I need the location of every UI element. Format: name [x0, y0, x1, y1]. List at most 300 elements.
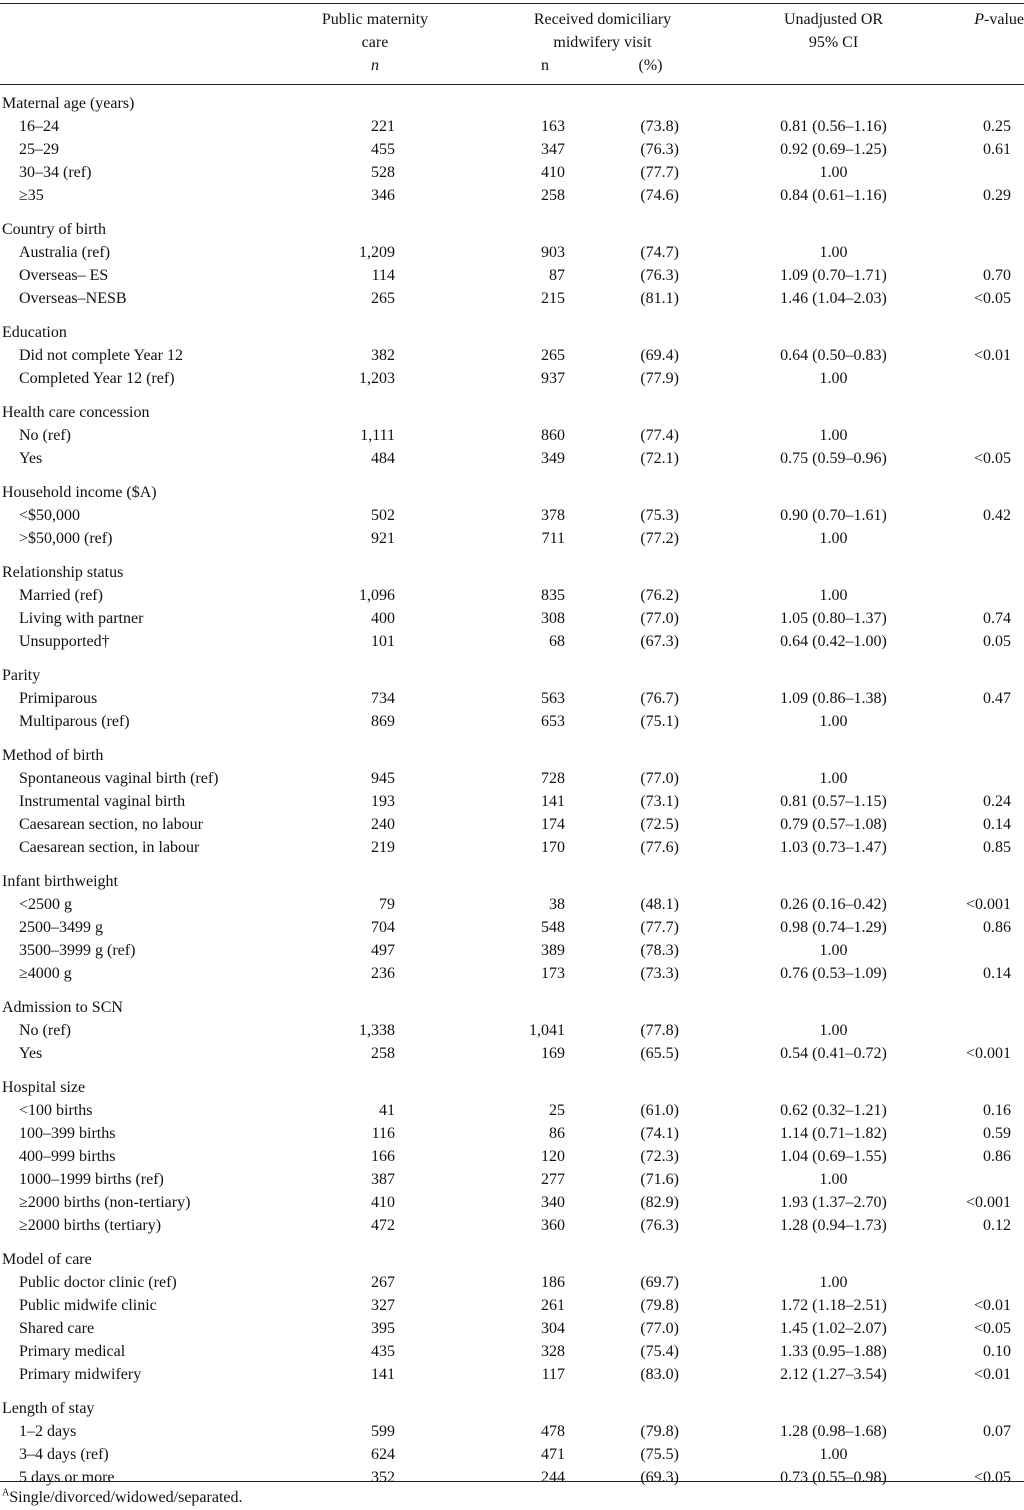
table-row [0, 161, 1024, 184]
table-section [0, 1076, 1024, 1237]
table-row [0, 1122, 1024, 1145]
p-value: <0.01 [973, 347, 1011, 364]
row-label: <2500 g [19, 896, 73, 913]
row-label: Primary medical [19, 1343, 126, 1360]
visit-percent: (81.1) [640, 290, 679, 307]
p-value: <0.01 [973, 1297, 1011, 1314]
public-care-n: 1,209 [359, 244, 395, 261]
odds-ratio-ci: 1.72 (1.18–2.51) [780, 1297, 887, 1314]
odds-ratio-ci: 1.00 [819, 1446, 848, 1463]
odds-ratio-ci: 1.00 [819, 164, 848, 181]
visit-n: 141 [541, 793, 565, 810]
odds-ratio-ci: 1.33 (0.95–1.88) [780, 1343, 887, 1360]
visit-percent: (74.1) [640, 1125, 679, 1142]
p-value: <0.001 [965, 896, 1011, 913]
odds-ratio-ci: 0.92 (0.69–1.25) [780, 141, 887, 158]
odds-ratio-ci: 1.00 [819, 530, 848, 547]
table-row [0, 1340, 1024, 1363]
row-label: Shared care [19, 1320, 95, 1337]
row-label: ≥35 [19, 187, 44, 204]
table-section [0, 870, 1024, 985]
odds-ratio-ci: 1.00 [819, 587, 848, 604]
visit-percent: (77.7) [640, 164, 679, 181]
public-care-n: 455 [371, 141, 395, 158]
odds-ratio-ci: 1.00 [819, 1022, 848, 1039]
row-label: Yes [19, 1045, 43, 1062]
p-value: <0.01 [973, 1366, 1011, 1383]
section-title: Household income ($A) [2, 484, 157, 501]
row-label: 30–34 (ref) [19, 164, 92, 181]
visit-n: 349 [541, 450, 565, 467]
header-public-care-line2: care [361, 34, 389, 51]
visit-percent: (72.5) [640, 816, 679, 833]
table-section [0, 996, 1024, 1065]
visit-percent: (73.8) [640, 118, 679, 135]
visit-percent: (75.3) [640, 507, 679, 524]
row-label: 1000–1999 births (ref) [19, 1171, 164, 1188]
odds-ratio-ci: 1.28 (0.94–1.73) [780, 1217, 887, 1234]
table-row [0, 584, 1024, 607]
visit-n: 169 [541, 1045, 565, 1062]
public-care-n: 921 [371, 530, 395, 547]
p-value: 0.12 [983, 1217, 1011, 1234]
visit-percent: (65.5) [640, 1045, 679, 1062]
odds-ratio-ci: 0.26 (0.16–0.42) [780, 896, 887, 913]
row-label: <100 births [19, 1102, 93, 1119]
header-domiciliary-line2: midwifery visit [553, 34, 652, 51]
visit-percent: (74.7) [640, 244, 679, 261]
table-row [0, 1294, 1024, 1317]
row-label: No (ref) [19, 1022, 71, 1039]
p-value: 0.85 [983, 839, 1011, 856]
table-row [0, 1191, 1024, 1214]
table-row [0, 916, 1024, 939]
visit-n: 389 [541, 942, 565, 959]
public-care-n: 382 [371, 347, 395, 364]
visit-n: 174 [541, 816, 565, 833]
section-title: Infant birthweight [2, 873, 118, 890]
public-care-n: 258 [371, 1045, 395, 1062]
table-row [0, 184, 1024, 207]
section-title: Health care concession [2, 404, 150, 421]
public-care-n: 395 [371, 1320, 395, 1337]
visit-n: 277 [541, 1171, 565, 1188]
p-value: 0.86 [983, 919, 1011, 936]
header-or-line1: Unadjusted OR [783, 11, 884, 28]
public-care-n: 79 [379, 896, 395, 913]
p-value: <0.001 [965, 1194, 1011, 1211]
public-care-n: 141 [371, 1366, 395, 1383]
section-gap [0, 207, 1024, 218]
public-care-n: 410 [371, 1194, 395, 1211]
visit-percent: (61.0) [640, 1102, 679, 1119]
footnote [2, 1487, 243, 1509]
visit-percent: (71.6) [640, 1171, 679, 1188]
odds-ratio-ci: 1.00 [819, 1274, 848, 1291]
table-row [0, 1317, 1024, 1340]
row-label: ≥2000 births (non-tertiary) [19, 1194, 191, 1211]
visit-n: 328 [541, 1343, 565, 1360]
table-section [0, 321, 1024, 390]
odds-ratio-ci: 0.75 (0.59–0.96) [780, 450, 887, 467]
section-title: Model of care [2, 1251, 92, 1268]
table-row [0, 1145, 1024, 1168]
visit-percent: (69.3) [640, 1469, 679, 1486]
visit-n: 937 [541, 370, 565, 387]
visit-percent: (72.3) [640, 1148, 679, 1165]
odds-ratio-ci: 0.73 (0.55–0.98) [780, 1469, 887, 1486]
public-care-n: 945 [371, 770, 395, 787]
table-row [0, 630, 1024, 653]
public-care-n: 484 [371, 450, 395, 467]
table-section [0, 92, 1024, 207]
row-label: Instrumental vaginal birth [19, 793, 186, 810]
section-gap [0, 653, 1024, 664]
public-care-n: 346 [371, 187, 395, 204]
p-value: 0.05 [983, 633, 1011, 650]
row-label: <$50,000 [19, 507, 81, 524]
public-care-n: 193 [371, 793, 395, 810]
visit-percent: (77.2) [640, 530, 679, 547]
visit-percent: (77.0) [640, 770, 679, 787]
table-row [0, 1099, 1024, 1122]
visit-percent: (78.3) [640, 942, 679, 959]
visit-percent: (83.0) [640, 1366, 679, 1383]
table-section [0, 744, 1024, 859]
visit-percent: (69.7) [640, 1274, 679, 1291]
odds-ratio-ci: 1.00 [819, 244, 848, 261]
public-care-n: 497 [371, 942, 395, 959]
visit-n: 340 [541, 1194, 565, 1211]
table-row [0, 367, 1024, 390]
table-row [0, 1214, 1024, 1237]
visit-n: 711 [541, 530, 565, 547]
public-care-n: 599 [371, 1423, 395, 1440]
p-value: 0.07 [983, 1423, 1011, 1440]
table-row [0, 893, 1024, 916]
public-care-n: 116 [371, 1125, 395, 1142]
visit-n: 1,041 [529, 1022, 565, 1039]
odds-ratio-ci: 1.00 [819, 370, 848, 387]
visit-percent: (77.0) [640, 610, 679, 627]
visit-n: 410 [541, 164, 565, 181]
section-title: Maternal age (years) [2, 95, 135, 112]
table-row [0, 836, 1024, 859]
table-section [0, 401, 1024, 470]
public-care-n: 734 [371, 690, 395, 707]
visit-n: 308 [541, 610, 565, 627]
row-label: Overseas– ES [19, 267, 109, 284]
row-label: Did not complete Year 12 [19, 347, 183, 364]
section-title: Hospital size [2, 1079, 86, 1096]
row-label: Married (ref) [19, 587, 103, 604]
table-row [0, 607, 1024, 630]
row-label: Unsupported† [19, 633, 110, 650]
table-row [0, 241, 1024, 264]
visit-n: 304 [541, 1320, 565, 1337]
table-row [0, 1363, 1024, 1386]
p-value: 0.24 [983, 793, 1011, 810]
section-gap [0, 550, 1024, 561]
section-gap [0, 985, 1024, 996]
odds-ratio-ci: 1.00 [819, 1171, 848, 1188]
row-label: Yes [19, 450, 43, 467]
visit-percent: (77.4) [640, 427, 679, 444]
section-title: Country of birth [2, 221, 106, 238]
odds-ratio-ci: 1.00 [819, 713, 848, 730]
p-value: 0.74 [983, 610, 1011, 627]
table-row [0, 813, 1024, 836]
p-value: 0.10 [983, 1343, 1011, 1360]
visit-n: 186 [541, 1274, 565, 1291]
table-section [0, 481, 1024, 550]
row-label: Primiparous [19, 690, 98, 707]
public-care-n: 387 [371, 1171, 395, 1188]
visit-percent: (75.4) [640, 1343, 679, 1360]
row-label: Australia (ref) [19, 244, 111, 261]
odds-ratio-ci: 0.62 (0.32–1.21) [780, 1102, 887, 1119]
p-value: <0.05 [973, 290, 1011, 307]
public-care-n: 101 [371, 633, 395, 650]
footnote-text: Single/divorced/widowed/separated. [9, 1489, 243, 1506]
visit-n: 215 [541, 290, 565, 307]
table-row [0, 710, 1024, 733]
p-value: 0.25 [983, 118, 1011, 135]
section-title: Admission to SCN [2, 999, 123, 1016]
section-title: Education [2, 324, 67, 341]
table-row [0, 1019, 1024, 1042]
row-label: ≥4000 g [19, 965, 72, 982]
visit-percent: (48.1) [640, 896, 679, 913]
odds-ratio-ci: 0.90 (0.70–1.61) [780, 507, 887, 524]
visit-n: 163 [541, 118, 565, 135]
visit-percent: (67.3) [640, 633, 679, 650]
public-care-n: 472 [371, 1217, 395, 1234]
visit-percent: (77.9) [640, 370, 679, 387]
table-section [0, 1248, 1024, 1386]
p-value: 0.42 [983, 507, 1011, 524]
visit-percent: (76.3) [640, 1217, 679, 1234]
odds-ratio-ci: 1.45 (1.02–2.07) [780, 1320, 887, 1337]
visit-n: 728 [541, 770, 565, 787]
header-or-line2: 95% CI [808, 34, 859, 51]
header-bottom-rule [0, 84, 1024, 85]
visit-percent: (82.9) [640, 1194, 679, 1211]
table-row [0, 344, 1024, 367]
table-row [0, 790, 1024, 813]
visit-n: 471 [541, 1446, 565, 1463]
section-title: Parity [2, 667, 41, 684]
public-care-n: 240 [371, 816, 395, 833]
row-label: 3500–3999 g (ref) [19, 942, 136, 959]
table-row [0, 287, 1024, 310]
public-care-n: 221 [371, 118, 395, 135]
odds-ratio-ci: 1.28 (0.98–1.68) [780, 1423, 887, 1440]
row-label: 5 days or more [19, 1469, 115, 1486]
odds-ratio-ci: 0.76 (0.53–1.09) [780, 965, 887, 982]
table-row [0, 1042, 1024, 1065]
odds-ratio-ci: 1.03 (0.73–1.47) [780, 839, 887, 856]
row-label: 400–999 births [19, 1148, 116, 1165]
visit-percent: (77.7) [640, 919, 679, 936]
header-p-italic: P [974, 11, 985, 28]
visit-n: 117 [541, 1366, 565, 1383]
public-care-n: 400 [371, 610, 395, 627]
public-care-n: 502 [371, 507, 395, 524]
row-label: Living with partner [19, 610, 144, 627]
visit-percent: (77.8) [640, 1022, 679, 1039]
public-care-n: 236 [371, 965, 395, 982]
p-value: 0.14 [983, 965, 1011, 982]
public-care-n: 624 [371, 1446, 395, 1463]
table-row [0, 687, 1024, 710]
table-section [0, 1397, 1024, 1489]
odds-ratio-ci: 1.04 (0.69–1.55) [780, 1148, 887, 1165]
section-gap [0, 733, 1024, 744]
row-label: No (ref) [19, 427, 71, 444]
header-public-care [290, 8, 460, 77]
visit-n: 563 [541, 690, 565, 707]
visit-n: 244 [541, 1469, 565, 1486]
visit-percent: (73.3) [640, 965, 679, 982]
table-section [0, 218, 1024, 310]
row-label: ≥2000 births (tertiary) [19, 1217, 162, 1234]
header-public-care-line1: Public maternity [321, 11, 429, 28]
table-body [0, 92, 1024, 1489]
visit-percent: (76.2) [640, 587, 679, 604]
public-care-n: 1,111 [360, 427, 395, 444]
visit-n: 86 [549, 1125, 565, 1142]
table-row [0, 962, 1024, 985]
row-label: 25–29 [19, 141, 59, 158]
section-title: Relationship status [2, 564, 124, 581]
visit-n: 478 [541, 1423, 565, 1440]
odds-ratio-ci: 0.64 (0.50–0.83) [780, 347, 887, 364]
odds-ratio-ci: 1.09 (0.70–1.71) [780, 267, 887, 284]
visit-n: 38 [549, 896, 565, 913]
visit-n: 347 [541, 141, 565, 158]
visit-percent: (76.3) [640, 141, 679, 158]
row-label: 1–2 days [19, 1423, 77, 1440]
section-gap [0, 310, 1024, 321]
header-domiciliary-n: n [541, 57, 549, 74]
table-row [0, 1271, 1024, 1294]
visit-n: 173 [541, 965, 565, 982]
p-value: <0.05 [973, 1469, 1011, 1486]
table-row [0, 115, 1024, 138]
row-label: Caesarean section, in labour [19, 839, 200, 856]
footnote-marker: A [2, 1487, 10, 1499]
public-care-n: 1,203 [359, 370, 395, 387]
p-value: 0.86 [983, 1148, 1011, 1165]
odds-ratio-ci: 0.79 (0.57–1.08) [780, 816, 887, 833]
visit-n: 548 [541, 919, 565, 936]
section-gap [0, 1237, 1024, 1248]
section-gap [0, 1386, 1024, 1397]
public-care-n: 1,096 [359, 587, 395, 604]
public-care-n: 1,338 [359, 1022, 395, 1039]
odds-ratio-ci: 0.81 (0.57–1.15) [780, 793, 887, 810]
odds-ratio-ci: 1.46 (1.04–2.03) [780, 290, 887, 307]
odds-ratio-ci: 1.00 [819, 942, 848, 959]
public-care-n: 166 [371, 1148, 395, 1165]
section-title: Length of stay [2, 1400, 95, 1417]
table-row [0, 138, 1024, 161]
p-value: 0.16 [983, 1102, 1011, 1119]
row-label: 16–24 [19, 118, 59, 135]
section-gap [0, 470, 1024, 481]
p-value: <0.05 [973, 450, 1011, 467]
table-bottom-rule [0, 1481, 1024, 1482]
table-row [0, 504, 1024, 527]
public-care-n: 267 [371, 1274, 395, 1291]
header-public-care-n: n [371, 57, 379, 74]
p-value: 0.59 [983, 1125, 1011, 1142]
header-domiciliary-pct: (%) [638, 57, 663, 74]
public-care-n: 219 [371, 839, 395, 856]
p-value: 0.61 [983, 141, 1011, 158]
public-care-n: 869 [371, 713, 395, 730]
visit-percent: (76.7) [640, 690, 679, 707]
odds-ratio-ci: 0.98 (0.74–1.29) [780, 919, 887, 936]
table-top-rule [0, 3, 1024, 4]
p-value: 0.47 [983, 690, 1011, 707]
p-value: <0.001 [965, 1045, 1011, 1062]
row-label: Multiparous (ref) [19, 713, 130, 730]
p-value: 0.29 [983, 187, 1011, 204]
odds-ratio-ci: 1.00 [819, 427, 848, 444]
visit-n: 653 [541, 713, 565, 730]
table-section [0, 561, 1024, 653]
header-p-value [955, 8, 1024, 31]
visit-percent: (79.8) [640, 1423, 679, 1440]
visit-n: 261 [541, 1297, 565, 1314]
odds-ratio-ci: 1.09 (0.86–1.38) [780, 690, 887, 707]
table-row [0, 1466, 1024, 1489]
section-gap [0, 390, 1024, 401]
table-row [0, 1443, 1024, 1466]
visit-n: 360 [541, 1217, 565, 1234]
row-label: Overseas–NESB [19, 290, 127, 307]
public-care-n: 704 [371, 919, 395, 936]
section-title: Method of birth [2, 747, 104, 764]
public-care-n: 352 [371, 1469, 395, 1486]
row-label: Primary midwifery [19, 1366, 142, 1383]
visit-n: 68 [549, 633, 565, 650]
visit-n: 87 [549, 267, 565, 284]
visit-percent: (75.1) [640, 713, 679, 730]
visit-percent: (75.5) [640, 1446, 679, 1463]
table-row [0, 1420, 1024, 1443]
header-p-rest: -value [984, 11, 1024, 28]
odds-ratio-ci: 1.93 (1.37–2.70) [780, 1194, 887, 1211]
visit-n: 265 [541, 347, 565, 364]
row-label: 2500–3499 g [19, 919, 103, 936]
visit-n: 25 [549, 1102, 565, 1119]
odds-ratio-ci: 1.00 [819, 770, 848, 787]
odds-ratio-ci: 1.05 (0.80–1.37) [780, 610, 887, 627]
row-label: 3–4 days (ref) [19, 1446, 109, 1463]
odds-ratio-ci: 0.84 (0.61–1.16) [780, 187, 887, 204]
table-row [0, 1168, 1024, 1191]
visit-percent: (73.1) [640, 793, 679, 810]
public-care-n: 265 [371, 290, 395, 307]
visit-percent: (74.6) [640, 187, 679, 204]
visit-percent: (76.3) [640, 267, 679, 284]
visit-percent: (72.1) [640, 450, 679, 467]
odds-ratio-ci: 0.64 (0.42–1.00) [780, 633, 887, 650]
row-label: Spontaneous vaginal birth (ref) [19, 770, 219, 787]
